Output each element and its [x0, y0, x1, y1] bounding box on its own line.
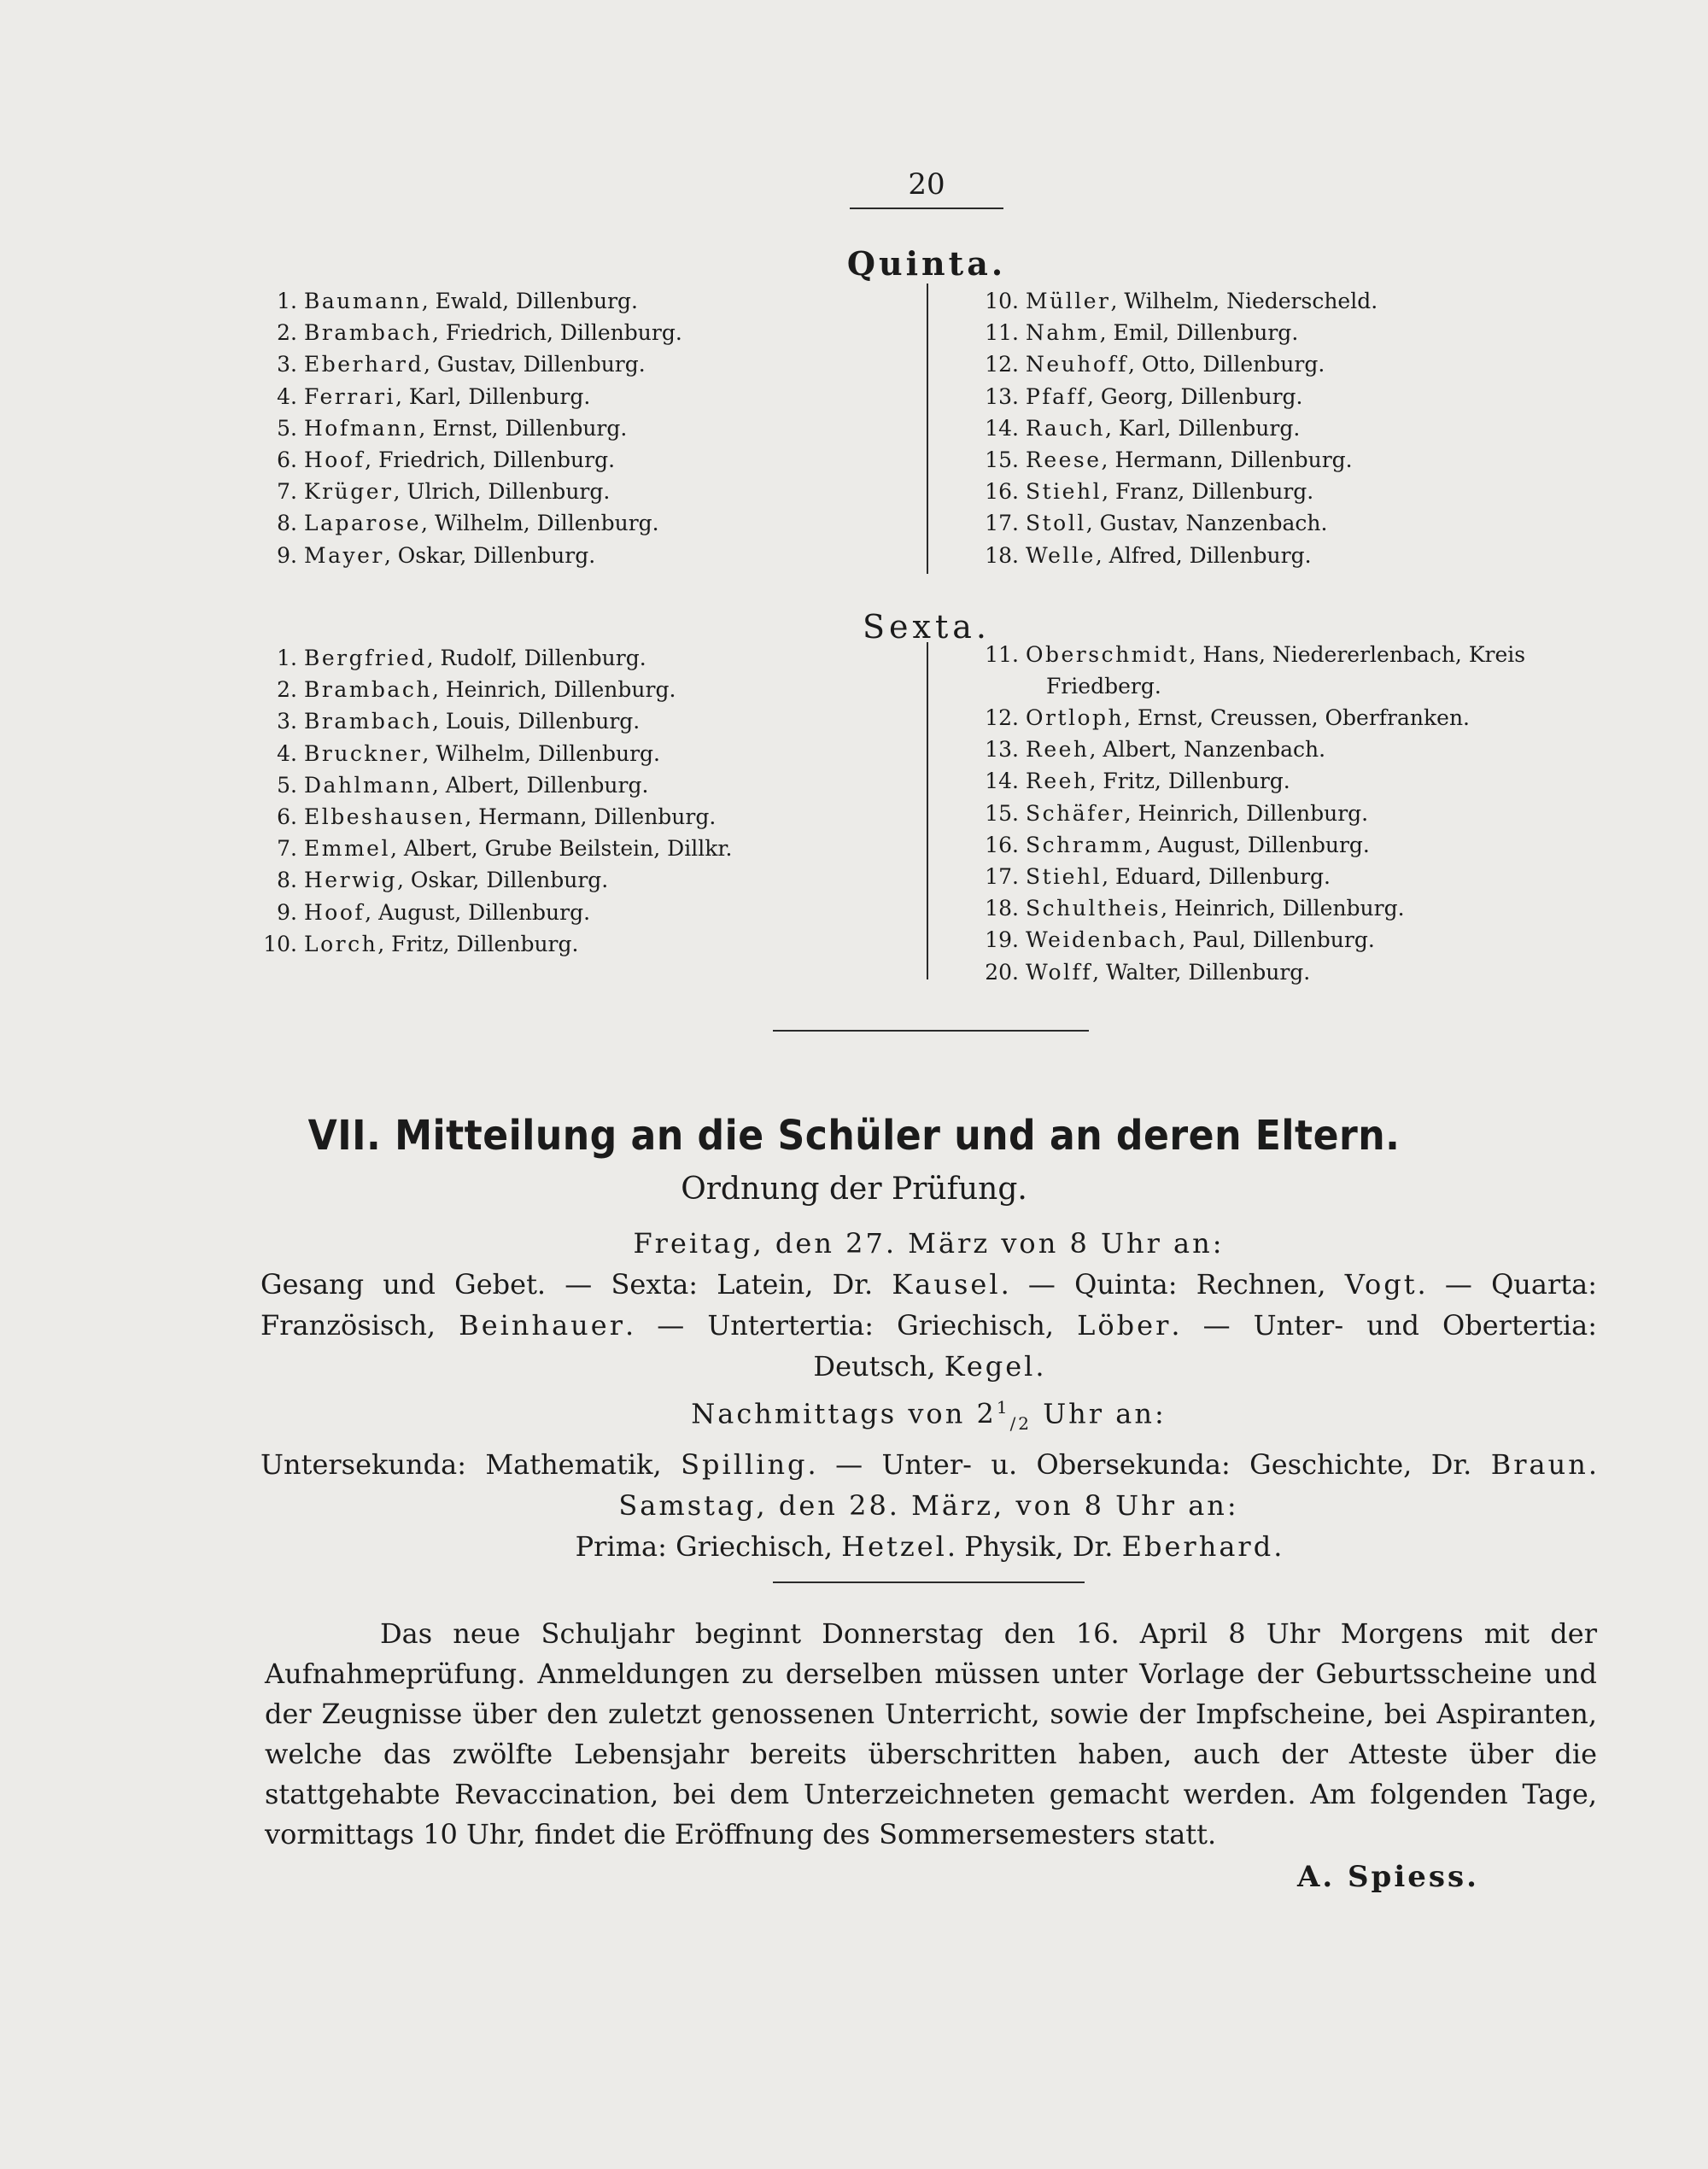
list-item: 3. Brambach, Louis, Dillenburg.	[277, 709, 640, 734]
afternoon-line-1: Untersekunda: Mathematik, Spilling. — Unter- u. Obersekunda: Geschichte, Dr. Braun.	[260, 1448, 1598, 1482]
closing-text: Das neue Schuljahr beginnt Donnerstag den 16. April 8 Uhr Morgens mit der Aufnahmeprüfung. Anmeldungen zu derselben müssen unter Vorlage der Geburtsscheine und der Zeugnisse über den zuletzt genossenen Unterricht, sowie der Impfscheine, bei Aspiranten, welche das zwölfte Lebensjahr bereits überschritten haben, auch der Atteste über die stattgehabte Revaccination, bei dem Unterzeichneten gemacht werden. Am folgenden Tage, vormittags 10 Uhr, findet die Eröffnung des Sommersemesters statt.	[265, 1617, 1597, 1850]
friday-line-2: Französisch, Beinhauer. — Untertertia: Griechisch, Löber. — Unter- und Obertertia:	[260, 1309, 1598, 1342]
list-item: 2. Brambach, Heinrich, Dillenburg.	[277, 677, 676, 703]
list-item: 10. Lorch, Fritz, Dillenburg.	[263, 931, 579, 956]
list-item: 18. Welle, Alfred, Dillenburg.	[985, 542, 1312, 568]
list-item: 1. Bergfried, Rudolf, Dillenburg.	[277, 646, 646, 670]
list-item: 13. Pfaff, Georg, Dillenburg.	[985, 383, 1303, 409]
list-item: 10. Müller, Wilhelm, Niederscheld.	[985, 289, 1378, 313]
closing-divider	[773, 1581, 1085, 1583]
saturday-heading: Samstag, den 28. März, von 8 Uhr an:	[618, 1489, 1239, 1523]
page-number: 20	[908, 167, 945, 202]
list-item: 3. Eberhard, Gustav, Dillenburg.	[277, 352, 646, 377]
list-item: 9. Hoof, August, Dillenburg.	[277, 899, 591, 925]
list-item: 18. Schultheis, Heinrich, Dillenburg.	[985, 896, 1405, 921]
list-item: 16. Schramm, August, Dillenburg.	[985, 832, 1370, 857]
list-item: 6. Elbeshausen, Hermann, Dillenburg.	[277, 804, 717, 829]
list-item: 7. Emmel, Albert, Grube Beilstein, Dillkr.	[277, 836, 733, 862]
list-item: 19. Weidenbach, Paul, Dillenburg.	[985, 927, 1375, 953]
quinta-column-divider	[927, 284, 928, 574]
saturday-line-1: Prima: Griechisch, Hetzel. Physik, Dr. Eberhard.	[575, 1530, 1283, 1564]
list-item: 14. Rauch, Karl, Dillenburg.	[985, 415, 1301, 441]
sexta-list-right	[978, 639, 1525, 988]
list-item: 11. Nahm, Emil, Dillenburg.	[985, 320, 1299, 346]
list-item: 17. Stoll, Gustav, Nanzenbach.	[985, 511, 1328, 536]
list-item: 7. Krüger, Ulrich, Dillenburg.	[277, 479, 611, 505]
list-item: 4. Bruckner, Wilhelm, Dillenburg.	[277, 740, 660, 766]
afternoon-heading: Nachmittags von $2^1_{/2}$ Uhr an:	[691, 1397, 1167, 1435]
list-item: 6. Hoof, Friedrich, Dillenburg.	[277, 447, 616, 472]
list-item: 11. Oberschmidt, Hans, Niedererlenbach, Kreis Friedberg.	[985, 642, 1526, 699]
friday-line-1: Gesang und Gebet. — Sexta: Latein, Dr. Kausel. — Quinta: Rechnen, Vogt. — Quarta:	[260, 1268, 1598, 1301]
signature: A. Spiess.	[1296, 1860, 1479, 1894]
list-item: 12. Neuhoff, Otto, Dillenburg.	[985, 352, 1325, 377]
section-divider	[773, 1030, 1089, 1032]
quinta-list-left	[256, 285, 682, 571]
list-item: 2. Brambach, Friedrich, Dillenburg.	[277, 320, 682, 346]
exam-schedule	[260, 1223, 1597, 1567]
friday-line-3: Deutsch, Kegel.	[813, 1350, 1044, 1383]
list-item: 9. Mayer, Oskar, Dillenburg.	[277, 542, 596, 568]
sexta-heading: Sexta.	[863, 608, 991, 646]
list-item: 12. Ortloph, Ernst, Creussen, Oberfranken.	[985, 705, 1470, 730]
list-item: 15. Reese, Hermann, Dillenburg.	[985, 447, 1353, 472]
list-item: 4. Ferrari, Karl, Dillenburg.	[277, 383, 591, 409]
list-item: 1. Baumann, Ewald, Dillenburg.	[277, 289, 638, 313]
list-item: 14. Reeh, Fritz, Dillenburg.	[985, 769, 1290, 794]
section-subtitle: Ordnung der Prüfung.	[681, 1172, 1027, 1207]
quinta-list-right	[978, 285, 1378, 571]
quinta-heading: Quinta.	[846, 244, 1007, 283]
friday-heading: Freitag, den 27. März von 8 Uhr an:	[633, 1227, 1225, 1260]
list-item: 13. Reeh, Albert, Nanzenbach.	[985, 737, 1326, 763]
sexta-list-left	[256, 642, 733, 960]
list-item: 5. Hofmann, Ernst, Dillenburg.	[277, 415, 628, 441]
list-item: 17. Stiehl, Eduard, Dillenburg.	[985, 863, 1331, 889]
list-item: 15. Schäfer, Heinrich, Dillenburg.	[985, 800, 1369, 826]
page-number-rule	[850, 208, 1003, 209]
list-item: 20. Wolff, Walter, Dillenburg.	[985, 959, 1311, 985]
sexta-column-divider	[927, 642, 928, 979]
closing-paragraph	[265, 1614, 1597, 1855]
section-title: VII. Mitteilung an die Schüler und an deren Eltern.	[307, 1112, 1401, 1160]
list-item: 8. Herwig, Oskar, Dillenburg.	[277, 868, 609, 893]
list-item: 16. Stiehl, Franz, Dillenburg.	[985, 479, 1314, 505]
list-item: 5. Dahlmann, Albert, Dillenburg.	[277, 772, 649, 798]
list-item: 8. Laparose, Wilhelm, Dillenburg.	[277, 511, 659, 536]
